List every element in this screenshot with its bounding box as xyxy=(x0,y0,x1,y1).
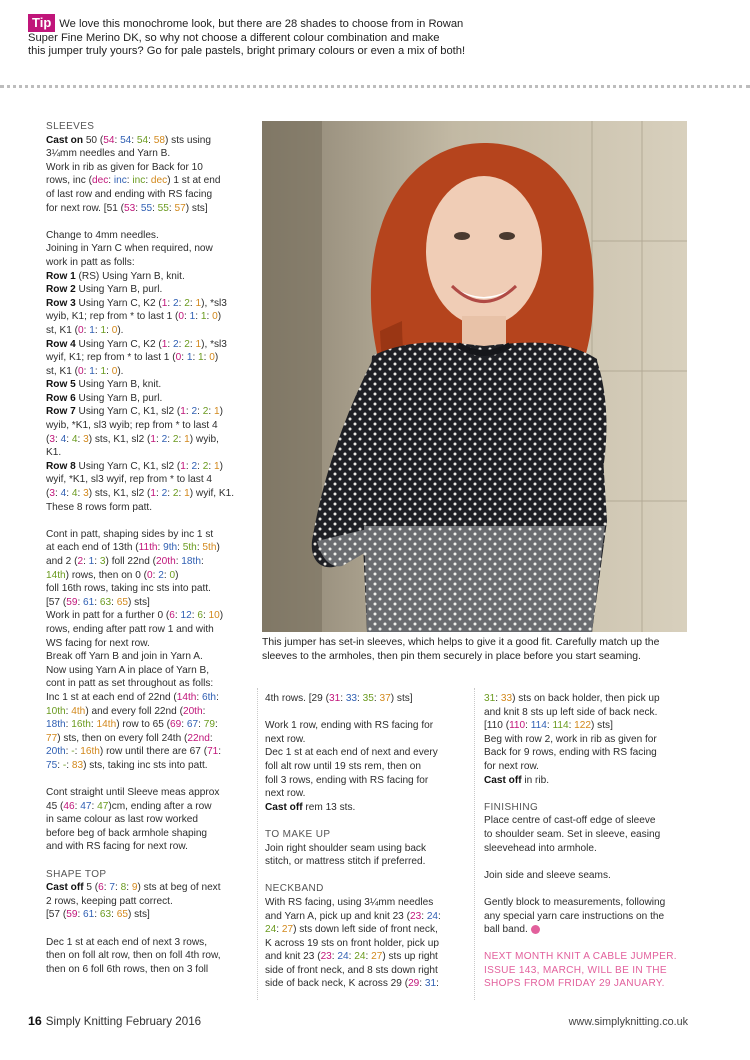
paragraph: Place centre of cast-off edge of sleeve to shoulder seam. Set in sleeve, easing sleevehead into armhole. xyxy=(484,815,661,854)
column-divider xyxy=(257,688,258,1000)
section-heading-to-make-up: TO MAKE UP xyxy=(265,828,331,840)
section-heading-neckband: NECKBAND xyxy=(265,883,324,895)
section-heading-finishing: FINISHING xyxy=(484,801,539,813)
paragraph: Join right shoulder seam using back stitch, or mattress stitch if preferred. xyxy=(265,842,427,868)
paragraph: Dec 1 st at each end of next 3 rows, then on foll alt row, then on foll 4th row, then on 6 foll 6th rows, then on 3 foll xyxy=(46,936,221,975)
column-sleeves xyxy=(46,120,256,990)
tip-block xyxy=(28,14,468,59)
section-heading-shape-top: SHAPE TOP xyxy=(46,868,107,880)
paragraph: Cast off 5 (6: 7: 8: 9) sts at beg of next 2 rows, keeping patt correct. [57 (59: 61: 63: 65) sts] xyxy=(46,882,221,921)
next-month-notice: NEXT MONTH KNIT A CABLE JUMPER. ISSUE 143, MARCH, WILL BE IN THE SHOPS FROM FRIDAY 29 JANUARY. xyxy=(484,951,677,990)
paragraph: Cont in patt, shaping sides by inc 1 st at each end of 13th (11th: 9th: 5th: 5th) and 2 (2: 1: 3) foll 22nd (20th: 18th: 14th) rows, then on 0 (0: 2: 0) foll 16th rows, taking inc sts into patt. [57 (59: 61: 63: 65) sts] Work in patt for a further 0 (6: 12: 6: 10) rows, ending after patt row 1 and with WS facing for next row. Break off Yarn B and join in Yarn A. Now using Yarn A in place of Yarn B, cont in patt as set throughout as folls: Inc 1 st at each end of 22nd (14th: 6th: 10th: 4th) and every foll 22nd (20th: 18th: 16th: 14th) row to 65 (69: 67: 79: 77) sts, then on every foll 24th (22nd: 20th: -: 16th) row until there are 67 (71: 75: -: 83) sts, taking inc sts into patt. xyxy=(46,528,224,771)
column-neck xyxy=(265,692,470,1005)
paragraph: Change to 4mm needles. Joining in Yarn C when required, now work in patt as folls: Row 1 (RS) Using Yarn B, knit. Row 2 Using Yarn B, purl. Row 3 Using Yarn C, K2 (1: 2: 2: 1), *sl3 wyib, K1; rep from * to last 1 (0: 1: 1: 0) st, K1 (0: 1: 1: 0). Row 4 Using Yarn C, K2 (1: 2: 2: 1), *sl3 wyif, K1; rep from * to last 1 (0: 1: 1: 0) st, K1 (0: 1: 1: 0). Row 5 Using Yarn B, knit. Row 6 Using Yarn B, purl. Row 7 Using Yarn C, K1, sl2 (1: 2: 2: 1) wyib, *K1, sl3 wyib; rep from * to last 4 (3: 4: 4: 3) sts, K1, sl2 (1: 2: 2: 1) wyib, K1. Row 8 Using Yarn C, K1, sl2 (1: 2: 2: 1) wyif, *K1, sl3 wyif, rep from * to last 4 (3: 4: 4: 3) sts, K1, sl2 (1: 2: 2: 1) wyif, K1. These 8 rows form patt. xyxy=(46,229,235,513)
tip-text-line: Super Fine Merino DK, so why not choose a different colour combination and make xyxy=(28,32,440,44)
footer-left xyxy=(28,1014,201,1028)
photo-caption xyxy=(262,636,692,664)
end-mark-icon xyxy=(531,925,540,934)
model-photo xyxy=(262,121,687,632)
tip-text-line: We love this monochrome look, but there are 28 shades to choose from in Rowan xyxy=(59,18,464,30)
paragraph: Join side and sleeve seams. xyxy=(484,869,611,881)
paragraph: 4th rows. [29 (31: 33: 35: 37) sts] xyxy=(265,693,413,704)
tip-text-line: this jumper truly yours? Go for pale pastels, bright primary colours or even a mix of both! xyxy=(28,45,466,58)
magazine-issue: Simply Knitting February 2016 xyxy=(45,1015,202,1028)
section-heading-sleeves: SLEEVES xyxy=(46,121,95,132)
dotted-divider xyxy=(0,85,750,88)
paragraph: Gently block to measurements, following any special yarn care instructions on the ball band. xyxy=(484,896,666,936)
page-number: 16 xyxy=(28,1014,42,1028)
tip-badge: Tip xyxy=(28,14,55,32)
caption-line: sleeves to the armholes, then pin them securely in place before you start seaming. xyxy=(262,651,641,662)
paragraph: Cont straight until Sleeve meas approx 45 (46: 47: 47)cm, ending after a row in same colour as last row worked before beg of back armhole shaping and with RS facing for next row. xyxy=(46,787,220,853)
website-link[interactable]: www.simplyknitting.co.uk xyxy=(568,1016,688,1028)
paragraph: Cast on 50 (54: 54: 54: 58) sts using 3¼mm needles and Yarn B. Work in rib as given for Back for 10 rows, inc (dec: inc: inc: dec) 1 st at end of last row and ending with RS facing for next row. [51 (53: 55: 55: 57) sts] xyxy=(46,134,221,214)
column-finishing xyxy=(484,692,699,1005)
paragraph: 31: 33) sts on back holder, then pick up and knit 8 sts up left side of back neck. [110 (110: 114: 114: 122) sts] Beg with row 2, work in rib as given for Back for 9 rows, ending with RS facing for next row. Cast off in rib. xyxy=(484,693,660,786)
caption-line: This jumper has set-in sleeves, which helps to give it a good fit. Carefully match up the xyxy=(262,637,660,648)
column-divider xyxy=(474,688,475,1000)
paragraph: Work 1 row, ending with RS facing for next row. Dec 1 st at each end of next and every foll alt row until 19 sts rem, then on foll 3 rows, ending with RS facing for next row. Cast off rem 13 sts. xyxy=(265,720,438,813)
paragraph: With RS facing, using 3¼mm needles and Yarn A, pick up and knit 23 (23: 24: 24: 27) sts down left side of front neck, K across 19 sts on front holder, pick up and knit 23 (23: 24: 24: 27) sts up right side of front neck, and 8 sts down right side of back neck, K across 29 (29: 31: xyxy=(265,896,441,990)
